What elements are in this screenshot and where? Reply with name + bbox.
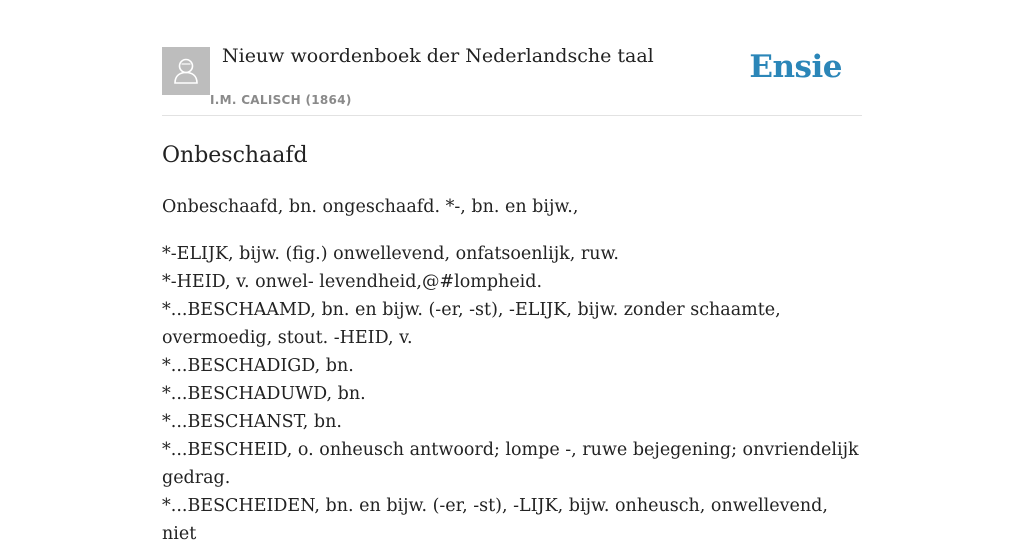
book-header xyxy=(162,0,862,116)
definition-intro: Onbeschaafd, bn. ongeschaafd. *-, bn. en bijw., xyxy=(162,197,579,217)
definition-line: gedrag. xyxy=(162,468,231,488)
content-column xyxy=(162,0,862,548)
author-avatar[interactable] xyxy=(162,47,210,95)
entry-body xyxy=(162,193,862,548)
ensie-logo[interactable]: Ensie xyxy=(749,49,842,85)
user-icon xyxy=(162,47,210,95)
book-title[interactable]: Nieuw woordenboek der Nederlandsche taal xyxy=(222,45,654,67)
definition-line: *...BESCHAAMD, bn. en bijw. (-er, -st), -ELIJK, bijw. zonder schaamte, xyxy=(162,300,781,320)
definition-list xyxy=(162,240,862,548)
definition-line: *-HEID, v. onwel- levendheid,@#lompheid. xyxy=(162,272,543,292)
book-author[interactable]: I.M. CALISCH (1864) xyxy=(210,93,352,107)
definition-line: *...BESCHANST, bn. xyxy=(162,412,342,432)
definition-line: overmoedig, stout. -HEID, v. xyxy=(162,328,413,348)
definition-line: *...BESCHADIGD, bn. xyxy=(162,356,354,376)
definition-line: *...BESCHADUWD, bn. xyxy=(162,384,366,404)
definition-line: *-ELIJK, bijw. (fig.) onwellevend, onfatsoenlijk, ruw. xyxy=(162,244,619,264)
headword: Onbeschaafd xyxy=(162,143,308,168)
definition-line: *...BESCHEID, o. onheusch antwoord; lompe -, ruwe bejegening; onvriendelijk xyxy=(162,440,859,460)
definition-line: *...BESCHEIDEN, bn. en bijw. (-er, -st), -LIJK, bijw. onheusch, onwellevend, niet xyxy=(162,496,828,544)
